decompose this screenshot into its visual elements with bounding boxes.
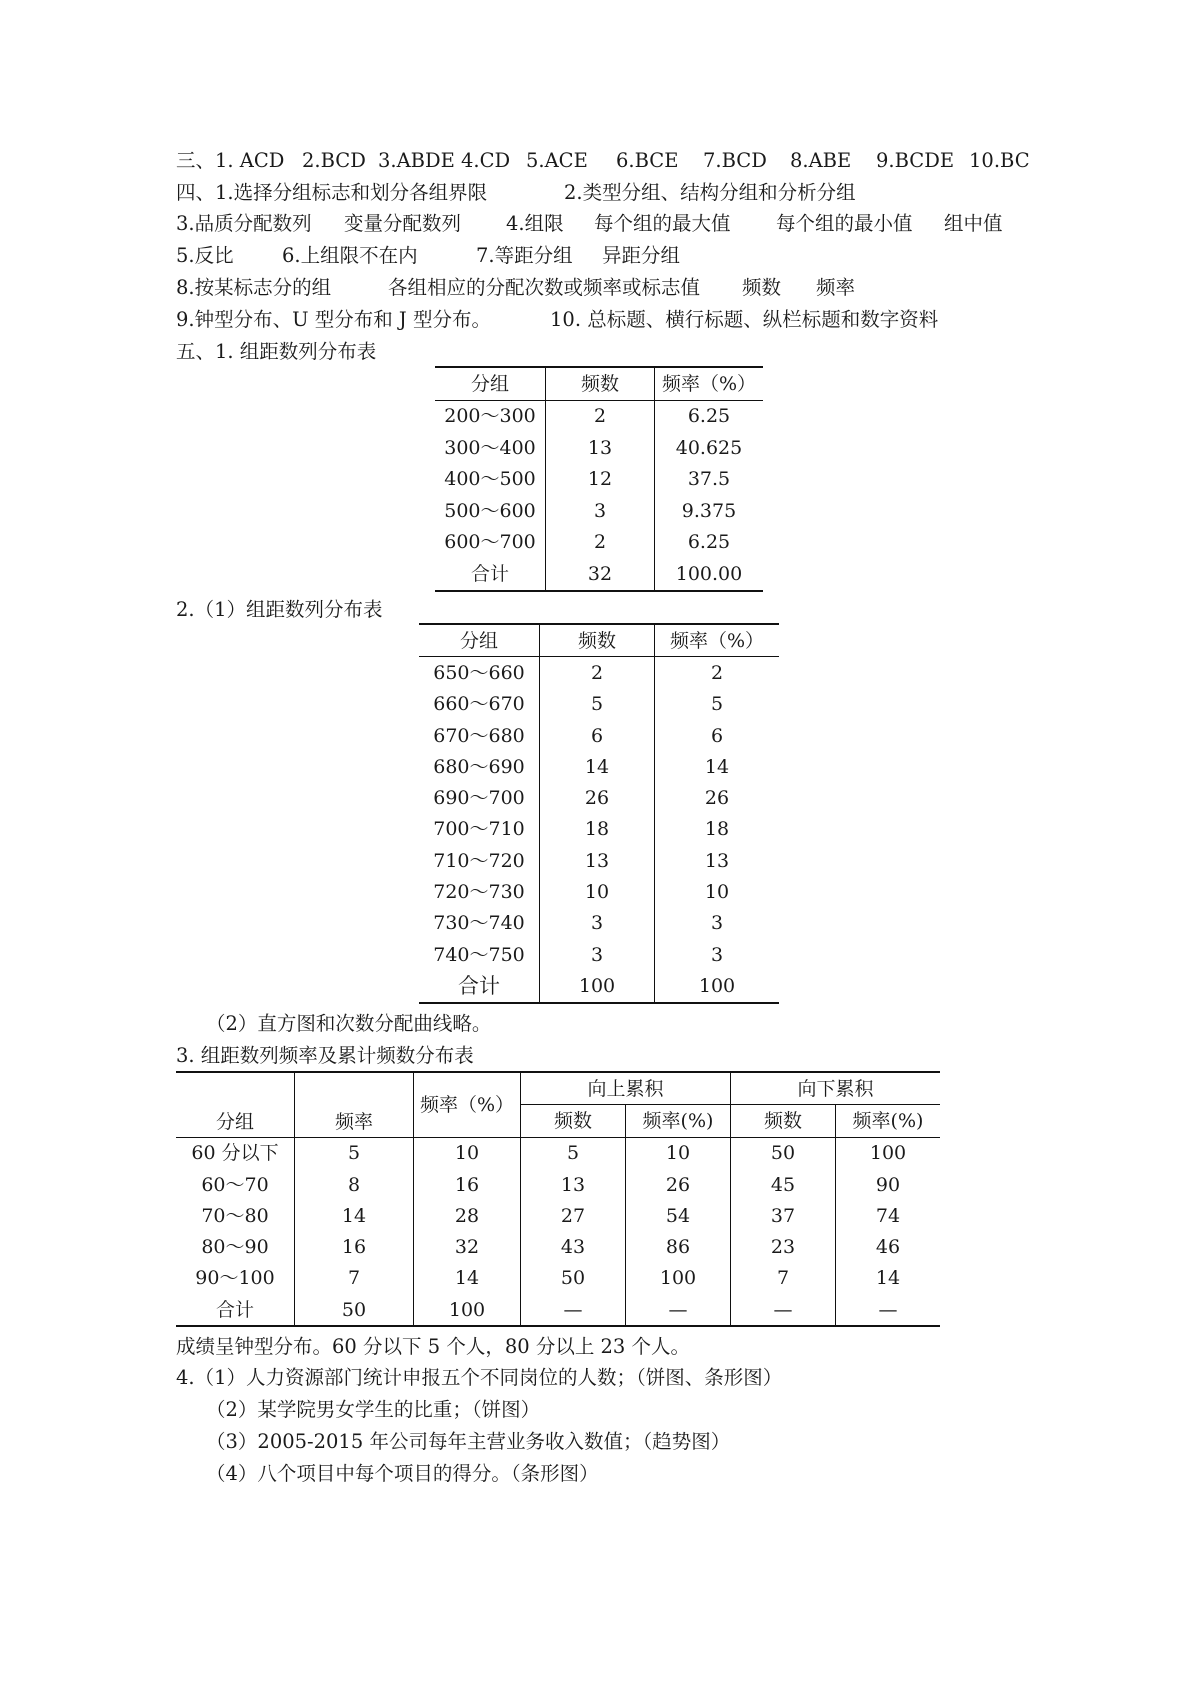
column-header: 分组 [435, 367, 546, 400]
grouped-distribution-table-2 [419, 623, 779, 1004]
table-total-row [435, 558, 763, 591]
question-3-note: 成绩呈钟型分布。60 分以下 5 个人，80 分以上 23 个人。 [176, 1335, 691, 1358]
table-cell: 14 [540, 751, 655, 782]
table-cell: 100 [540, 970, 655, 1002]
table-cell: 50 [731, 1137, 836, 1169]
table-cell: 13 [546, 432, 655, 464]
section-5-title: 五、1. 组距数列分布表 [176, 340, 377, 363]
question-3-title: 3. 组距数列频率及累计频数分布表 [176, 1044, 474, 1067]
answer-item: 9.钟型分布、U 型分布和 J 型分布。 [176, 308, 491, 331]
table-cell: 3 [540, 939, 655, 970]
table-cell: 3 [710, 943, 724, 966]
answer-item: 每个组的最大值 [594, 212, 731, 235]
answer-item: 10.BC [969, 149, 1030, 172]
table-row [419, 876, 779, 907]
table-cell: 9.375 [681, 499, 737, 522]
question-2-title: 2.（1）组距数列分布表 [176, 598, 383, 621]
table-cell: 100 [626, 1263, 731, 1294]
table-cell: 14 [704, 755, 730, 778]
table-cell: 86 [626, 1231, 731, 1262]
answer-item: 7.BCD [703, 149, 767, 172]
table-cell: 28 [414, 1200, 521, 1231]
answer-item: 6.上组限不在内 [282, 244, 418, 267]
table-cell: 54 [626, 1200, 731, 1231]
answer-item: 变量分配数列 [344, 212, 462, 235]
table-cell: 14 [414, 1263, 521, 1294]
column-group-header: 向上累积 [521, 1072, 731, 1105]
answer-item: 4.CD [461, 149, 511, 172]
answer-item: 4.组限 [506, 212, 564, 235]
column-header: 频率 [295, 1072, 414, 1137]
table-row [419, 814, 779, 845]
answer-item: 5.ACE [526, 149, 588, 172]
table-cell: 26 [626, 1169, 731, 1200]
table-cell: 合计 [176, 1294, 295, 1326]
answer-item: 7.等距分组 [476, 244, 573, 267]
table-cell: 10 [414, 1137, 521, 1169]
table-cell: 12 [546, 464, 655, 496]
table-header-row [419, 624, 779, 657]
question-4-item-1: 4.（1）人力资源部门统计申报五个不同岗位的人数；（饼图、条形图） [176, 1366, 783, 1389]
table-cell: 32 [414, 1231, 521, 1262]
table-cell: — [626, 1294, 731, 1326]
answer-item: 8.ABE [790, 149, 852, 172]
table-cell: 37 [731, 1200, 836, 1231]
answer-item: 异距分组 [602, 244, 681, 267]
table-row [435, 495, 763, 527]
question-4-item-3: （3）2005-2015 年公司每年主营业务收入数值；（趋势图） [206, 1430, 731, 1453]
column-header: 频数 [731, 1105, 836, 1137]
table-total-row [176, 1294, 940, 1326]
answers-section-4-line-3 [176, 243, 1076, 269]
table-row [176, 1263, 940, 1294]
table-cell: 500～600 [435, 495, 546, 527]
column-header: 频数 [540, 624, 655, 657]
table-cell: 200～300 [435, 400, 546, 432]
table-row [435, 527, 763, 559]
table-cell: 100 [698, 974, 736, 997]
table-cell: 90～100 [176, 1263, 295, 1294]
answer-item: 10. 总标题、横行标题、纵栏标题和数字资料 [550, 308, 939, 331]
table-cell: 合计 [419, 970, 540, 1002]
table-cell: 60 分以下 [176, 1137, 295, 1169]
table-cell: 2 [546, 400, 655, 432]
column-group-header: 向下累积 [731, 1072, 941, 1105]
table-cell: 27 [521, 1200, 626, 1231]
table-cell: 18 [704, 818, 730, 841]
table-cell: — [521, 1294, 626, 1326]
table-cell: 10 [704, 881, 730, 904]
answer-item: 2.BCD [302, 149, 366, 172]
table-cell: 700～710 [419, 814, 540, 845]
answer-item: 每个组的最小值 [776, 212, 913, 235]
table-cell: 400～500 [435, 464, 546, 496]
table-cell: 45 [731, 1169, 836, 1200]
table-row [176, 1231, 940, 1262]
cumulative-frequency-table [176, 1071, 940, 1327]
column-header: 频数 [521, 1105, 626, 1137]
table-cell: 13 [704, 849, 730, 872]
table-row [176, 1137, 940, 1169]
table-cell: 18 [540, 814, 655, 845]
answer-item: 频数 [742, 276, 782, 299]
answer-item: 频率 [816, 276, 856, 299]
table-cell: 14 [875, 1267, 901, 1290]
answer-item: 2.类型分组、结构分组和分析分组 [564, 181, 856, 204]
table-cell: 16 [414, 1169, 521, 1200]
table-cell: 60～70 [176, 1169, 295, 1200]
column-header: 频率（%） [414, 1072, 521, 1137]
answer-item: 9.BCDE [876, 149, 955, 172]
table-cell: 70～80 [176, 1200, 295, 1231]
column-header: 频率（%） [655, 367, 764, 400]
answer-item: 组中值 [944, 212, 1003, 235]
table-cell: 300～400 [435, 432, 546, 464]
table-cell: 26 [540, 782, 655, 813]
grouped-distribution-table-1 [435, 366, 763, 592]
table-cell: 2 [540, 657, 655, 689]
table-cell: 50 [521, 1263, 626, 1294]
column-header: 频率（%） [655, 624, 780, 657]
table-cell: 10 [626, 1137, 731, 1169]
table-cell: 32 [546, 558, 655, 591]
question-2-note: （2）直方图和次数分配曲线略。 [206, 1012, 492, 1035]
table-cell: — [878, 1298, 898, 1321]
table-cell: 3 [540, 908, 655, 939]
table-cell: 50 [295, 1294, 414, 1326]
table-row [176, 1169, 940, 1200]
column-header: 频率(%) [626, 1105, 731, 1137]
table-row [419, 720, 779, 751]
table-row [176, 1200, 940, 1231]
table-cell: 650～660 [419, 657, 540, 689]
table-cell: 100 [414, 1294, 521, 1326]
table-header-row [435, 367, 763, 400]
table-cell: 10 [540, 876, 655, 907]
table-row [435, 464, 763, 496]
table-cell: 2 [546, 527, 655, 559]
table-cell: 13 [521, 1169, 626, 1200]
table-row [435, 432, 763, 464]
table-row [419, 939, 779, 970]
answer-item: 3.品质分配数列 [176, 212, 312, 235]
table-total-row [419, 970, 779, 1002]
column-header: 频率(%) [836, 1105, 941, 1137]
table-cell: 710～720 [419, 845, 540, 876]
table-cell: 90 [875, 1173, 901, 1196]
table-cell: 40.625 [675, 436, 743, 459]
table-cell: 100.00 [675, 562, 743, 585]
table-cell: 37.5 [687, 468, 731, 491]
table-row [419, 908, 779, 939]
table-cell: 680～690 [419, 751, 540, 782]
table-row [419, 845, 779, 876]
table-header-row [176, 1072, 940, 1105]
table-row [419, 689, 779, 720]
answer-item: 6.BCE [616, 149, 679, 172]
table-cell: 43 [521, 1231, 626, 1262]
table-cell: 14 [295, 1200, 414, 1231]
table-cell: 8 [295, 1169, 414, 1200]
table-cell: 690～700 [419, 782, 540, 813]
table-cell: 100 [869, 1142, 907, 1165]
table-cell: 5 [540, 689, 655, 720]
table-cell: 6 [710, 724, 724, 747]
table-row [419, 657, 779, 689]
table-row [435, 400, 763, 432]
table-cell: 7 [295, 1263, 414, 1294]
column-header: 分组 [176, 1072, 295, 1137]
table-cell: 3 [710, 912, 724, 935]
table-cell: 74 [875, 1204, 901, 1227]
table-cell: 7 [731, 1263, 836, 1294]
answers-section-4-line-1 [176, 180, 1076, 206]
table-cell: 3 [546, 495, 655, 527]
table-row [419, 751, 779, 782]
table-cell: 670～680 [419, 720, 540, 751]
table-cell: 23 [731, 1231, 836, 1262]
question-4-item-2: （2）某学院男女学生的比重；（饼图） [206, 1398, 541, 1421]
table-cell: 600～700 [435, 527, 546, 559]
table-cell: 6.25 [687, 531, 731, 554]
column-header: 频数 [546, 367, 655, 400]
table-cell: 6.25 [687, 405, 731, 428]
table-cell: 5 [521, 1137, 626, 1169]
answers-section-4-line-4 [176, 275, 1076, 301]
table-cell: 26 [704, 787, 730, 810]
answers-section-3 [176, 148, 1076, 174]
table-cell: 2 [710, 661, 724, 684]
table-cell: 16 [295, 1231, 414, 1262]
column-header: 分组 [419, 624, 540, 657]
answer-item: 8.按某标志分的组 [176, 276, 332, 299]
answer-item: 各组相应的分配次数或频率或标志值 [388, 276, 701, 299]
table-cell: 730～740 [419, 908, 540, 939]
table-cell: 720～730 [419, 876, 540, 907]
answers-section-4-line-5 [176, 307, 1076, 333]
answers-section-4-line-2 [176, 211, 1076, 237]
table-cell: — [731, 1294, 836, 1326]
answer-item: 四、1.选择分组标志和划分各组界限 [176, 181, 488, 204]
table-cell: 5 [710, 693, 724, 716]
table-cell: 6 [540, 720, 655, 751]
answer-item: 5.反比 [176, 244, 234, 267]
table-cell: 46 [875, 1236, 901, 1259]
table-cell: 合计 [435, 558, 546, 591]
table-cell: 740～750 [419, 939, 540, 970]
table-cell: 80～90 [176, 1231, 295, 1262]
table-cell: 660～670 [419, 689, 540, 720]
table-row [419, 782, 779, 813]
table-cell: 13 [540, 845, 655, 876]
question-4-item-4: （4）八个项目中每个项目的得分。（条形图） [206, 1462, 599, 1485]
answer-item: 3.ABDE [378, 149, 455, 172]
answer-item: 三、1. ACD [176, 149, 285, 172]
table-cell: 5 [295, 1137, 414, 1169]
